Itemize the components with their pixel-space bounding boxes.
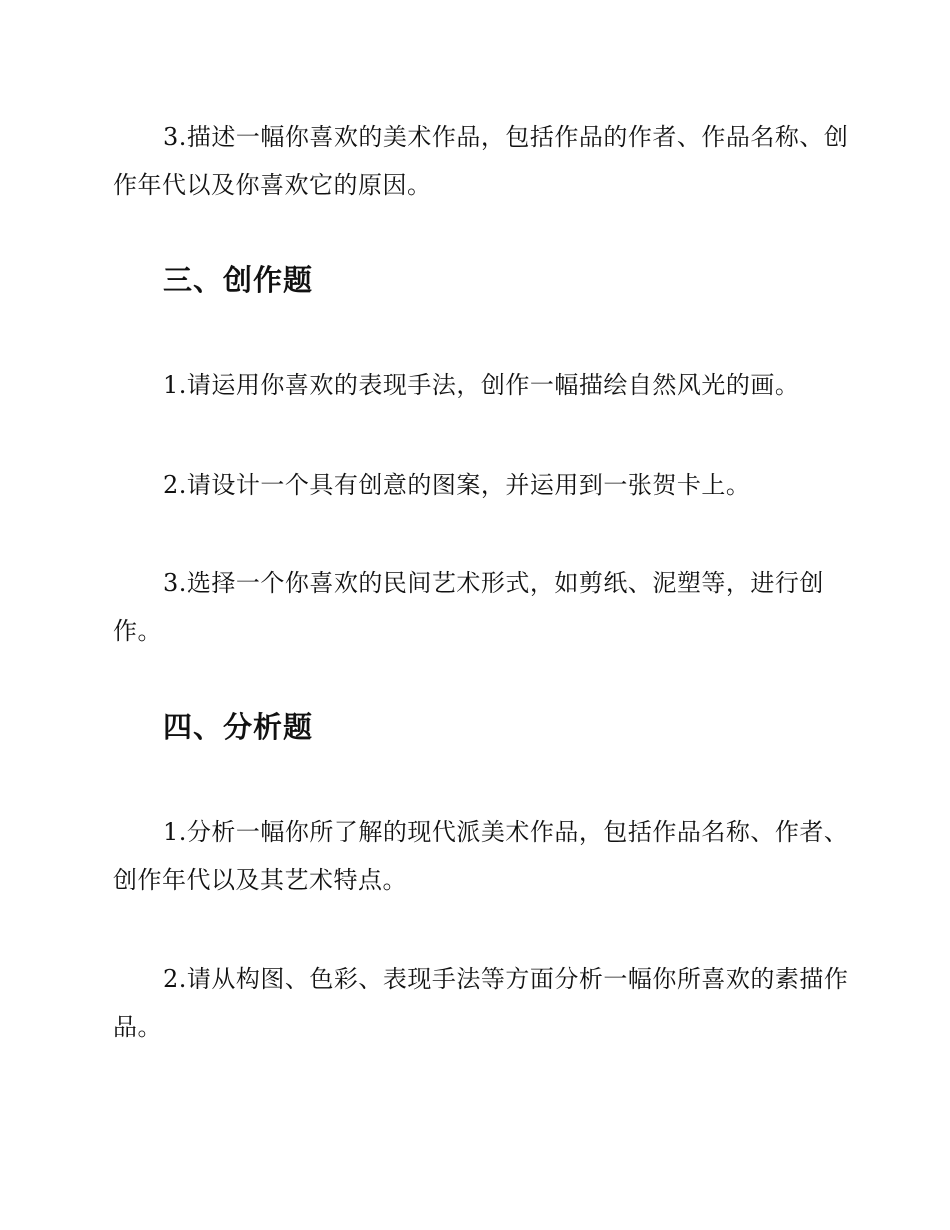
section-heading-creation: 三、创作题 bbox=[163, 263, 314, 297]
section-heading-analysis: 四、分析题 bbox=[163, 710, 314, 744]
question-2-creation: 2.请设计一个具有创意的图案，并运用到一张贺卡上。 bbox=[163, 471, 751, 499]
question-1-creation: 1.请运用你喜欢的表现手法，创作一幅描绘自然风光的画。 bbox=[163, 371, 800, 399]
question-3-creation: 3.选择一个你喜欢的民间艺术形式，如剪纸、泥塑等，进行创作。 bbox=[113, 569, 824, 645]
question-3-description: 3.描述一幅你喜欢的美术作品，包括作品的作者、作品名称、创作年代以及你喜欢它的原因。 bbox=[113, 123, 849, 199]
question-1-analysis: 1.分析一幅你所了解的现代派美术作品，包括作品名称、作者、创作年代以及其艺术特点。 bbox=[113, 818, 849, 894]
question-2-analysis: 2.请从构图、色彩、表现手法等方面分析一幅你所喜欢的素描作品。 bbox=[113, 965, 849, 1041]
